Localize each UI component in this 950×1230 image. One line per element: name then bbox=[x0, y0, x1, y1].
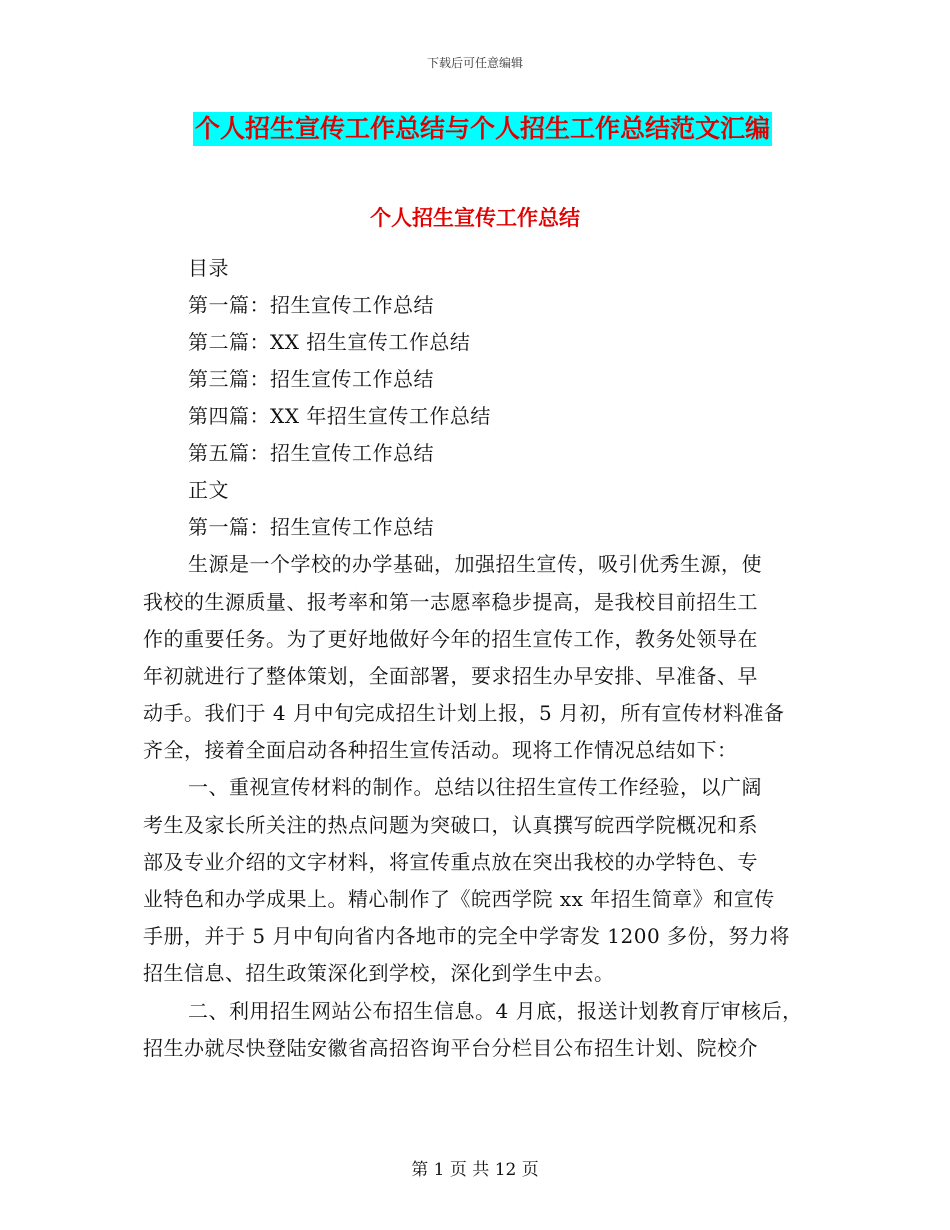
toc-item: 第四篇：XX 年招生宣传工作总结 bbox=[188, 404, 491, 428]
paragraph-line: 考生及家长所关注的热点问题为突破口，认真撰写皖西学院概况和系 bbox=[143, 813, 758, 837]
paragraph-line: 年初就进行了整体策划，全面部署，要求招生办早安排、早准备、早 bbox=[143, 664, 758, 688]
toc-item: 第五篇：招生宣传工作总结 bbox=[188, 441, 434, 465]
section-heading: 第一篇：招生宣传工作总结 bbox=[188, 515, 434, 539]
paragraph-line: 招生办就尽快登陆安徽省高招咨询平台分栏目公布招生计划、院校介 bbox=[143, 1036, 758, 1060]
header-note: 下载后可任意编辑 bbox=[426, 56, 523, 70]
main-title: 个人招生宣传工作总结与个人招生工作总结范文汇编 bbox=[193, 112, 772, 146]
paragraph-line: 作的重要任务。为了更好地做好今年的招生宣传工作，教务处领导在 bbox=[143, 627, 758, 651]
paragraph-line: 生源是一个学校的办学基础，加强招生宣传，吸引优秀生源，使 bbox=[188, 552, 762, 576]
paragraph-line: 齐全，接着全面启动各种招生宣传活动。现将工作情况总结如下： bbox=[143, 738, 738, 762]
paragraph-line: 招生信息、招生政策深化到学校，深化到学生中去。 bbox=[143, 961, 615, 985]
toc-heading: 目录 bbox=[188, 256, 229, 280]
paragraph-line: 二、利用招生网站公布招生信息。4 月底，报送计划教育厅审核后， bbox=[188, 999, 803, 1023]
paragraph-line: 我校的生源质量、报考率和第一志愿率稳步提高，是我校目前招生工 bbox=[143, 590, 758, 614]
paragraph-line: 动手。我们于 4 月中旬完成招生计划上报，5 月初，所有宣传材料准备 bbox=[143, 701, 785, 725]
toc-item: 第二篇：XX 招生宣传工作总结 bbox=[188, 330, 471, 354]
paragraph-line: 手册，并于 5 月中旬向省内各地市的完全中学寄发 1200 多份，努力将 bbox=[143, 924, 791, 948]
sub-title: 个人招生宣传工作总结 bbox=[370, 206, 580, 230]
paragraph-line: 一、重视宣传材料的制作。总结以往招生宣传工作经验，以广阔 bbox=[188, 775, 762, 799]
body-heading: 正文 bbox=[188, 478, 229, 502]
toc-item: 第一篇：招生宣传工作总结 bbox=[188, 293, 434, 317]
paragraph-line: 部及专业介绍的文字材料，将宣传重点放在突出我校的办学特色、专 bbox=[143, 850, 758, 874]
toc-item: 第三篇：招生宣传工作总结 bbox=[188, 367, 434, 391]
page-footer: 第 1 页 共 12 页 bbox=[411, 1160, 539, 1180]
paragraph-line: 业特色和办学成果上。精心制作了《皖西学院 xx 年招生简章》和宣传 bbox=[143, 887, 775, 911]
